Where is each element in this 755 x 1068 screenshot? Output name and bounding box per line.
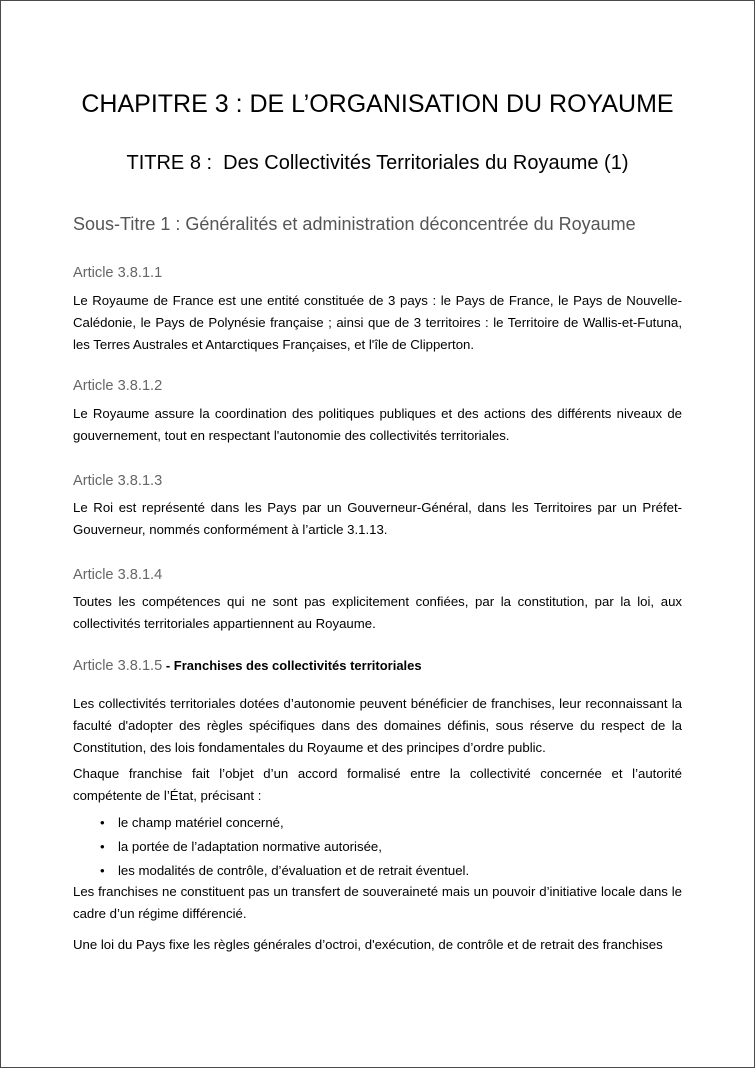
article-text: Le Roi est représenté dans les Pays par un Gouverneur-Général, dans les Territoires par un Préfet-Gouverneur, nommés conformément à l’article 3.1.13. xyxy=(73,500,682,537)
titre-heading: TITRE 8 : Des Collectivités Territoriales du Royaume (1) xyxy=(126,152,629,174)
bullet-icon: • xyxy=(100,863,105,878)
bullet-icon: • xyxy=(100,815,105,830)
article-heading xyxy=(73,657,422,675)
list-item xyxy=(73,835,682,859)
chapter-title: CHAPITRE 3 : DE L’ORGANISATION DU ROYAUME xyxy=(81,90,674,118)
article-subject: - Franchises des collectivités territoriales xyxy=(162,658,422,673)
list-item-text: la portée de l’adaptation normative autorisée, xyxy=(118,839,382,854)
article-text: Le Royaume assure la coordination des politiques publiques et des actions des différents niveaux de gouvernement, tout en respectant l'autonomie des collectivités territoriales. xyxy=(73,406,682,443)
franchise-conditions-list xyxy=(73,811,682,883)
article-number: Article 3.8.1.3 xyxy=(73,473,163,489)
article-text: Une loi du Pays fixe les règles générales d’octroi, d'exécution, de contrôle et de retrait des franchises xyxy=(73,937,663,952)
article-heading xyxy=(73,264,162,282)
list-item xyxy=(73,859,682,883)
article-text: Toutes les compétences qui ne sont pas explicitement confiées, par la constitution, par la loi, aux collectivités territoriales appartiennent au Royaume. xyxy=(73,594,682,631)
article-heading xyxy=(73,377,162,395)
list-item-text: les modalités de contrôle, d’évaluation et de retrait éventuel. xyxy=(118,863,470,878)
article-text: Le Royaume de France est une entité constituée de 3 pays : le Pays de France, le Pays de Nouvelle-Calédonie, le Pays de Polynésie française ; ainsi que de 3 territoires : le Territoire de Wallis-et-Futuna, les Terres Australes et Antarctiques Françaises, et l'île de Clipperton. xyxy=(73,293,682,352)
list-item-text: le champ matériel concerné, xyxy=(118,815,284,830)
article-number: Article 3.8.1.1 xyxy=(73,265,163,281)
article-number: Article 3.8.1.2 xyxy=(73,378,163,394)
article-heading xyxy=(73,472,162,490)
list-item xyxy=(73,811,682,835)
article-text: Les franchises ne constituent pas un transfert de souveraineté mais un pouvoir d’initiative locale dans le cadre d’un régime différencié. xyxy=(73,884,682,921)
sous-titre-heading: Sous-Titre 1 : Généralités et administration déconcentrée du Royaume xyxy=(73,214,636,234)
article-text: Les collectivités territoriales dotées d’autonomie peuvent bénéficier de franchises, leur reconnaissant la faculté d'adopter des règles spécifiques dans des domaines définis, sous réserve du respect de la Constitution, des lois fondamentales du Royaume et des principes d’ordre public. xyxy=(73,696,682,755)
article-number: Article 3.8.1.5 xyxy=(73,658,163,674)
bullet-icon: • xyxy=(100,839,105,854)
article-heading xyxy=(73,566,162,584)
article-text: Chaque franchise fait l’objet d’un accord formalisé entre la collectivité concernée et l’autorité compétente de l’État, précisant : xyxy=(73,766,682,803)
article-number: Article 3.8.1.4 xyxy=(73,567,163,583)
